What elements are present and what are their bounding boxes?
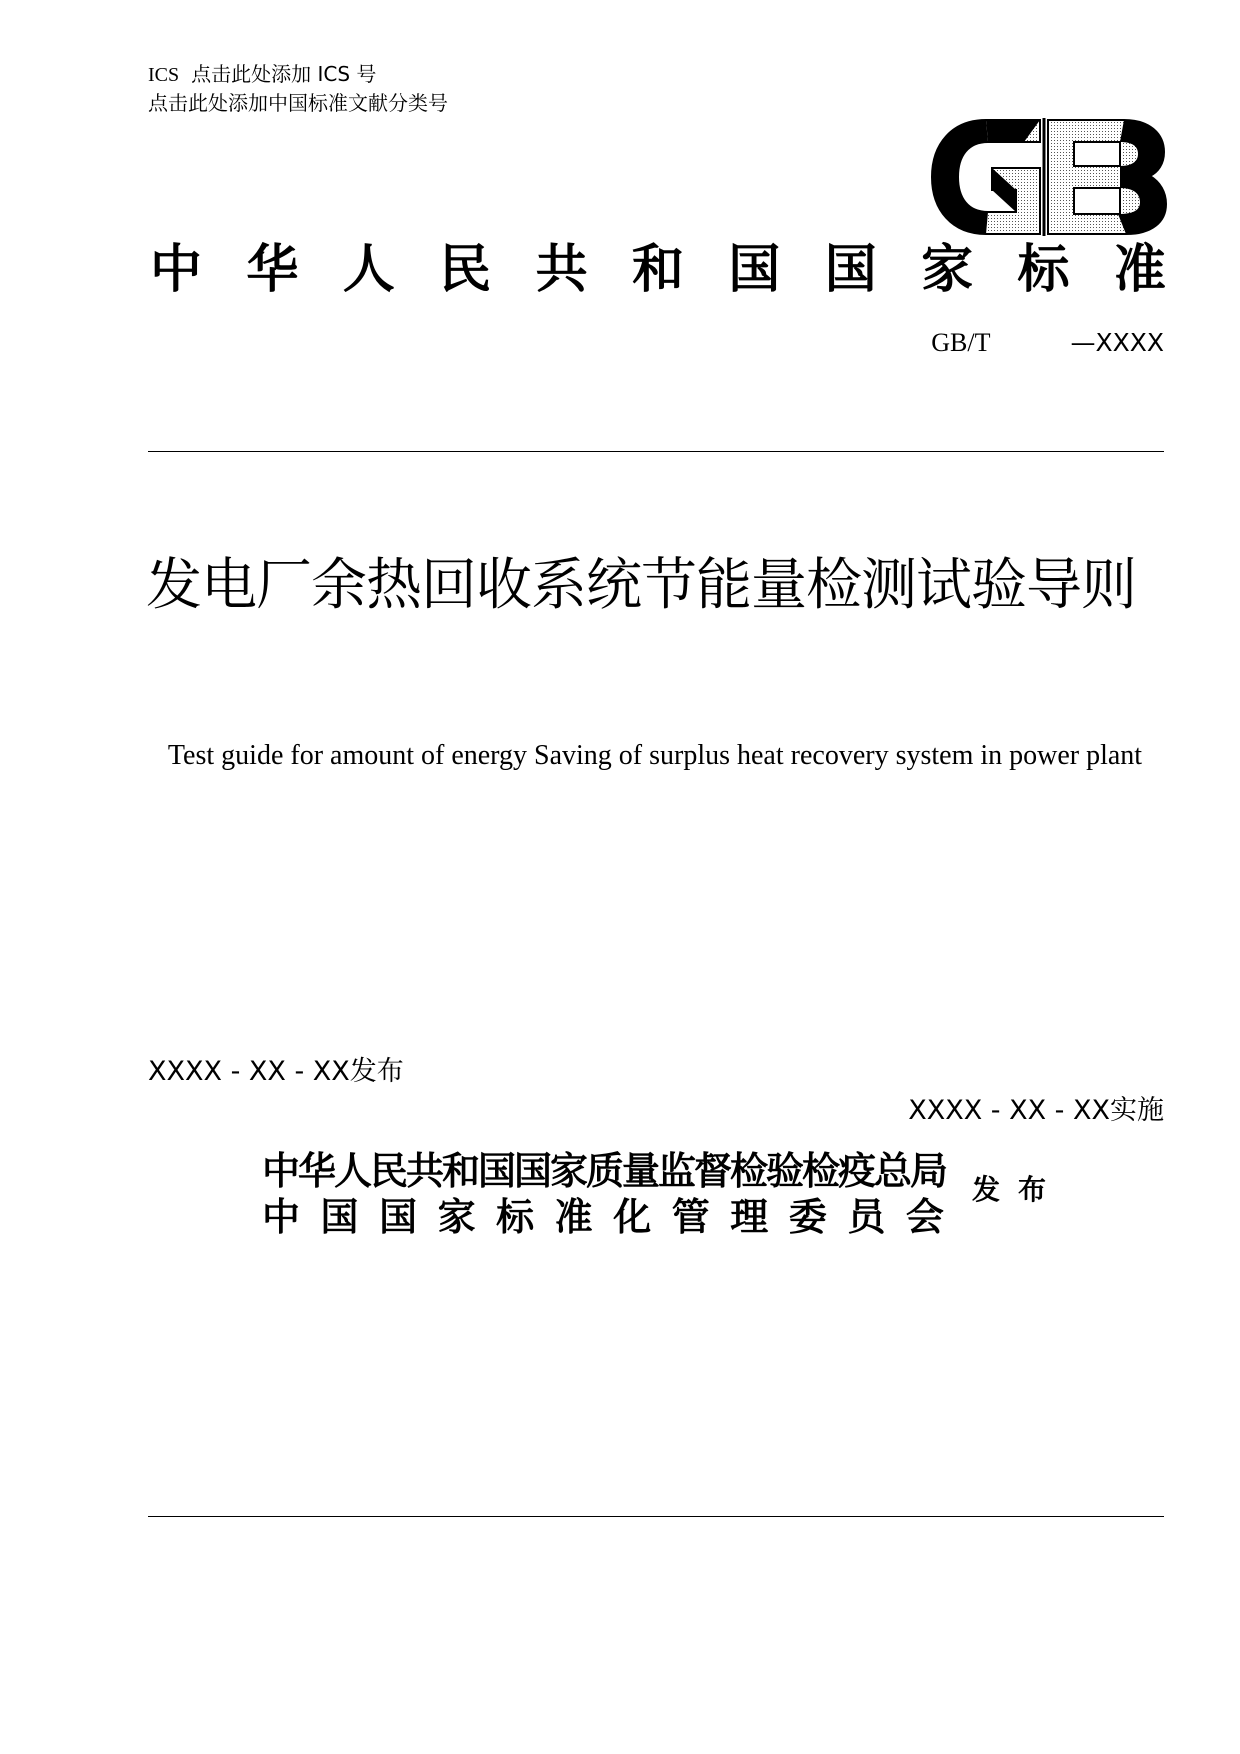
issuer-char: 中 <box>262 1194 301 1239</box>
issuer-char: 家 <box>437 1194 476 1239</box>
heading-char: 标 <box>1017 239 1070 300</box>
english-title: Test guide for amount of energy Saving of surplus heat recovery system in power plant <box>167 740 1143 771</box>
ccs-number-field[interactable]: 点击此处添加中国标准文献分类号 <box>148 91 448 115</box>
issuer-char: 化 <box>613 1194 652 1239</box>
issued-by-label: 发布 <box>972 1173 1065 1206</box>
national-standard-heading <box>150 240 1166 300</box>
issuer-char: 国 <box>320 1194 359 1239</box>
standard-number-prefix: GB/T <box>931 328 991 357</box>
issuer-char: 员 <box>847 1194 886 1239</box>
standard-number <box>931 326 1164 360</box>
heading-char: 国 <box>728 239 781 300</box>
issuer-char: 标 <box>496 1194 535 1239</box>
gb-logo-icon <box>928 116 1168 238</box>
heading-char: 国 <box>824 239 877 300</box>
heading-char: 准 <box>1113 239 1166 300</box>
issuer-char: 国 <box>379 1194 418 1239</box>
issuer-char: 委 <box>788 1194 827 1239</box>
issuer-block <box>262 1148 952 1240</box>
top-divider <box>148 451 1164 452</box>
issuer-aqsiq: 中华人民共和国国家质量监督检验检疫总局 <box>262 1148 947 1193</box>
ics-number-field[interactable]: 点击此处添加 ICS 号 <box>191 62 377 86</box>
ics-number-line <box>148 60 376 89</box>
heading-char: 家 <box>921 239 974 300</box>
publish-date: XXXX - XX - XX发布 <box>148 1056 404 1087</box>
heading-char: 和 <box>631 239 684 300</box>
issuer-sac <box>262 1194 944 1240</box>
effective-date: XXXX - XX - XX实施 <box>908 1095 1164 1126</box>
issuer-char: 管 <box>671 1194 710 1239</box>
chinese-title: 发电厂余热回收系统节能量检测试验导则 <box>146 553 1136 618</box>
bottom-divider <box>148 1516 1164 1517</box>
heading-char: 华 <box>246 239 299 300</box>
issuer-char: 会 <box>905 1194 944 1239</box>
heading-char: 共 <box>535 239 588 300</box>
standard-number-value[interactable]: —XXXX <box>1070 328 1164 357</box>
issuer-char: 准 <box>554 1194 593 1239</box>
heading-char: 人 <box>342 239 395 300</box>
issuer-char: 理 <box>730 1194 769 1239</box>
ics-label: ICS <box>148 64 180 86</box>
heading-char: 中 <box>150 239 203 300</box>
heading-char: 民 <box>439 239 492 300</box>
